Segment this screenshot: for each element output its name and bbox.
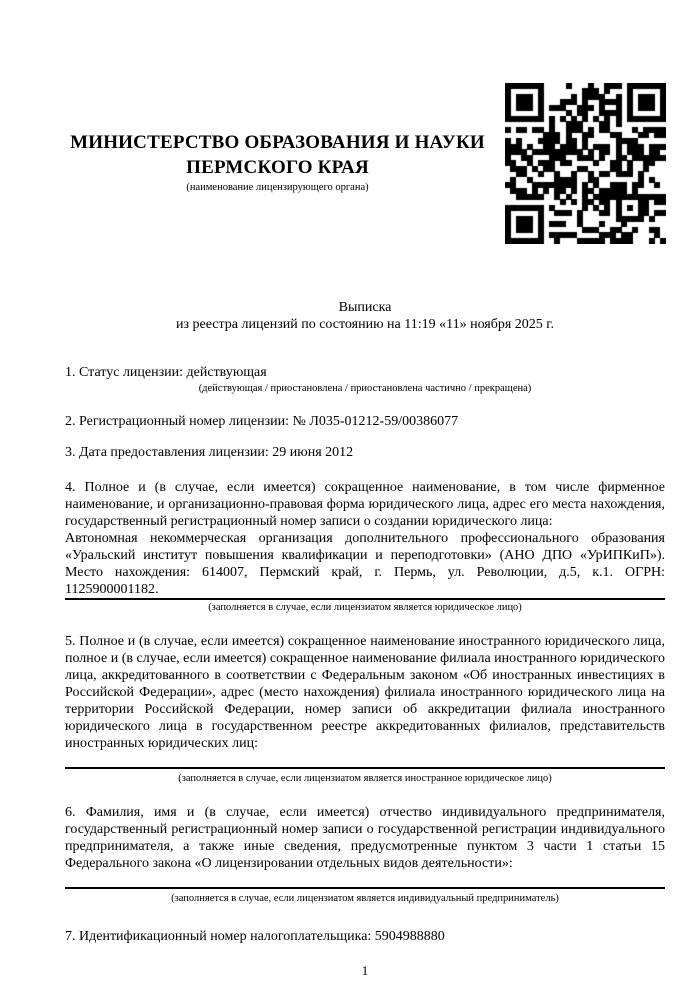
item-5-foreign-entity-question: 5. Полное и (в случае, если имеется) сокращенное наименование иностранного юридического лица, полное и (в случае, если имеется) сокращенное наименование филиала иностранного юридического лица, аккредитованного в соответствии с Федеральным законом «Об иностранных инвестициях в Российской Федерации», адрес (место нахождения) филиала иностранного юридического лица на территории Российской Федерации, номер записи об аккредитации филиала иностранного юридического лица в государственном реестре аккредитованных филиалов, представительств иностранных юридических лиц: — [65, 634, 665, 751]
item-7-taxpayer-number: 7. Идентификационный номер налогоплательщика: 5904988880 — [65, 929, 445, 944]
item-1-caption: (действующая / приостановлена / приостановлена частично / прекращена) — [198, 383, 532, 394]
title-line1: Выписка — [338, 300, 392, 315]
item-5-foreign-entity-answer — [65, 752, 665, 769]
item-6-entrepreneur-answer — [65, 872, 665, 889]
title-line2: из реестра лицензий по состоянию на 11:19 «11» ноября 2025 г. — [176, 317, 554, 332]
item-5-caption: (заполняется в случае, если лицензиатом является иностранное юридическое лицо) — [178, 773, 552, 784]
item-2-registration-number: 2. Регистрационный номер лицензии: № Л035-01212-59/00386077 — [65, 414, 459, 429]
item-3-grant-date: 3. Дата предоставления лицензии: 29 июня 2012 — [65, 445, 354, 460]
ministry-name-line2: ПЕРМСКОГО КРАЯ — [186, 157, 369, 178]
ministry-header — [65, 0, 490, 195]
ministry-name-line1: МИНИСТЕРСТВО ОБРАЗОВАНИЯ И НАУКИ — [70, 132, 485, 153]
licensing-authority-caption: (наименование лицензирующего органа) — [186, 182, 369, 193]
document-body — [65, 299, 665, 979]
item-4-legal-entity-answer: Автономная некоммерческая организация дополнительного профессионального образования «Уральский институт повышения квалификации и переподготовки» (АНО ДПО «УрИПКиП»). Место нахождения: 614007, Пермский край, г. Пермь, ул. Революции, д.5, к.1. ОГРН: 1125900001182. — [65, 530, 665, 600]
page-number: 1 — [361, 963, 369, 978]
item-6-caption: (заполняется в случае, если лицензиатом является индивидуальный предприниматель) — [171, 893, 559, 904]
item-6-entrepreneur-question: 6. Фамилия, имя и (в случае, если имеется) отчество индивидуального предпринимателя, государственный регистрационный номер записи о государственной регистрации индивидуального предпринимателя, а также иные сведения, предусмотренные пунктом 3 части 1 статьи 15 Федерального закона «О лицензировании отдельных видов деятельности»: — [65, 805, 665, 871]
qr-code — [505, 83, 666, 244]
qr-code-image — [505, 83, 666, 244]
item-1-license-status: 1. Статус лицензии: действующая — [65, 365, 267, 380]
item-4-legal-entity-question: 4. Полное и (в случае, если имеется) сокращенное наименование, в том числе фирменное наименование, и организационно-правовая форма юридического лица, адрес его места нахождения, государственный регистрационный номер записи о создании юридического лица: — [65, 480, 665, 529]
document-title — [65, 299, 665, 333]
item-4-caption: (заполняется в случае, если лицензиатом является юридическое лицо) — [208, 602, 522, 613]
